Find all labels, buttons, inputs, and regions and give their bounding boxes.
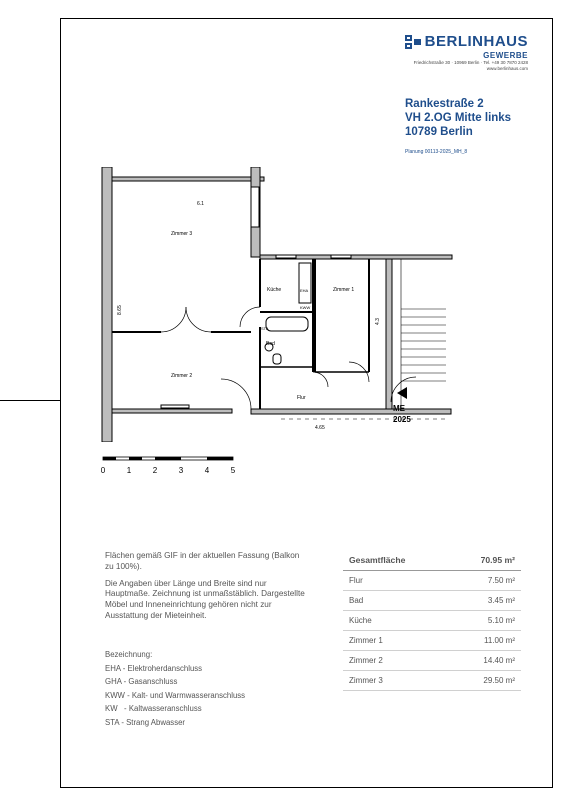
area-value: 5.10 m² xyxy=(487,616,515,625)
plan-number: Planung 00113-2025_MH_8 xyxy=(405,149,468,155)
area-label: Küche xyxy=(349,616,372,625)
area-value: 29.50 m² xyxy=(483,676,515,685)
company-logo xyxy=(358,33,528,72)
area-row xyxy=(343,651,521,671)
scale-label-3: 3 xyxy=(178,466,184,475)
dimension-top: 6.1 xyxy=(197,201,204,207)
area-row xyxy=(343,671,521,691)
scale-label-1: 1 xyxy=(126,466,132,475)
area-value: 11.00 m² xyxy=(484,636,515,645)
legend-item: STA - Strang Abwasser xyxy=(105,717,186,727)
unit-line: VH 2.OG Mitte links xyxy=(405,112,512,124)
room-label-kueche: Küche xyxy=(267,287,282,293)
room-label-zimmer1: Zimmer 1 xyxy=(333,287,355,293)
floor-plan xyxy=(101,167,461,442)
edge-fold-mark xyxy=(0,400,60,401)
area-row xyxy=(343,571,521,591)
area-value: 3.45 m² xyxy=(487,596,515,605)
scale-label-5: 5 xyxy=(230,466,236,475)
area-table xyxy=(343,551,521,691)
area-label: Bad xyxy=(349,596,364,605)
dimension-flur: 4.65 xyxy=(315,425,325,431)
note-gif: Flächen gemäß GIF in der aktuellen Fassung (Balkon zu 100%). xyxy=(105,551,300,571)
entry-label: ME xyxy=(393,404,405,413)
entry-year: 2025 xyxy=(393,415,411,424)
company-website: www.berlinhaus.com xyxy=(486,66,528,71)
note-disclaimer: Die Angaben über Länge und Breite sind nur Hauptmaße. Zeichnung ist unmaßstäblich. Dargestellte Möbel und Inneneinrichtung gehören nicht zur Ausstattung der Mieteinheit. xyxy=(105,578,305,620)
area-row xyxy=(343,591,521,611)
area-row xyxy=(343,611,521,631)
area-notes xyxy=(105,551,305,628)
floorplan-sheet xyxy=(60,18,553,788)
area-total-row xyxy=(343,551,521,571)
scale-label-4: 4 xyxy=(204,466,210,475)
company-subtitle: GEWERBE xyxy=(483,51,528,60)
legend-item: KWW - Kalt- und Warmwasseranschluss xyxy=(105,690,246,700)
area-label: Zimmer 1 xyxy=(349,636,383,645)
legend-item: EHA - Elektroherdanschluss xyxy=(105,663,203,673)
legend-item: KW - Kaltwasseranschluss xyxy=(105,704,202,714)
company-name: BERLINHAUS xyxy=(424,33,528,50)
legend-title: Bezeichnung: xyxy=(105,650,153,659)
room-label-zimmer3: Zimmer 3 xyxy=(171,231,193,237)
scale-label-2: 2 xyxy=(152,466,158,475)
abbr-sta: STA xyxy=(261,326,269,331)
abbr-eha: EHA xyxy=(300,288,309,293)
scale-label-0: 0 xyxy=(101,466,106,475)
entry-arrow-icon xyxy=(397,387,407,399)
scale-bar xyxy=(101,455,251,479)
company-address: Friedrichstraße 30 · 10969 Berlin · Tel. +49 30 7870 2428 xyxy=(413,60,528,65)
dimension-left: 8.65 xyxy=(117,305,123,315)
room-label-flur: Flur xyxy=(297,395,306,401)
area-row xyxy=(343,631,521,651)
room-label-zimmer2: Zimmer 2 xyxy=(171,373,193,379)
property-address xyxy=(405,97,511,159)
area-value: 7.50 m² xyxy=(487,576,515,585)
street-line: Rankestraße 2 xyxy=(405,98,484,110)
area-label: Zimmer 3 xyxy=(349,676,383,685)
area-value: 14.40 m² xyxy=(483,656,515,665)
area-total-value: 70.95 m² xyxy=(480,555,515,565)
room-label-bad: Bad xyxy=(266,341,275,347)
city-line: 10789 Berlin xyxy=(405,126,473,138)
area-label: Flur xyxy=(349,576,363,585)
area-label: Zimmer 2 xyxy=(349,656,383,665)
abbr-kww: KWW xyxy=(300,305,311,310)
area-total-label: Gesamtfläche xyxy=(349,555,406,565)
dimension-right: 4.3 xyxy=(375,318,381,325)
abbreviation-legend xyxy=(105,648,245,730)
berlinhaus-logo-icon xyxy=(405,34,421,50)
legend-item: GHA - Gasanschluss xyxy=(105,677,178,687)
